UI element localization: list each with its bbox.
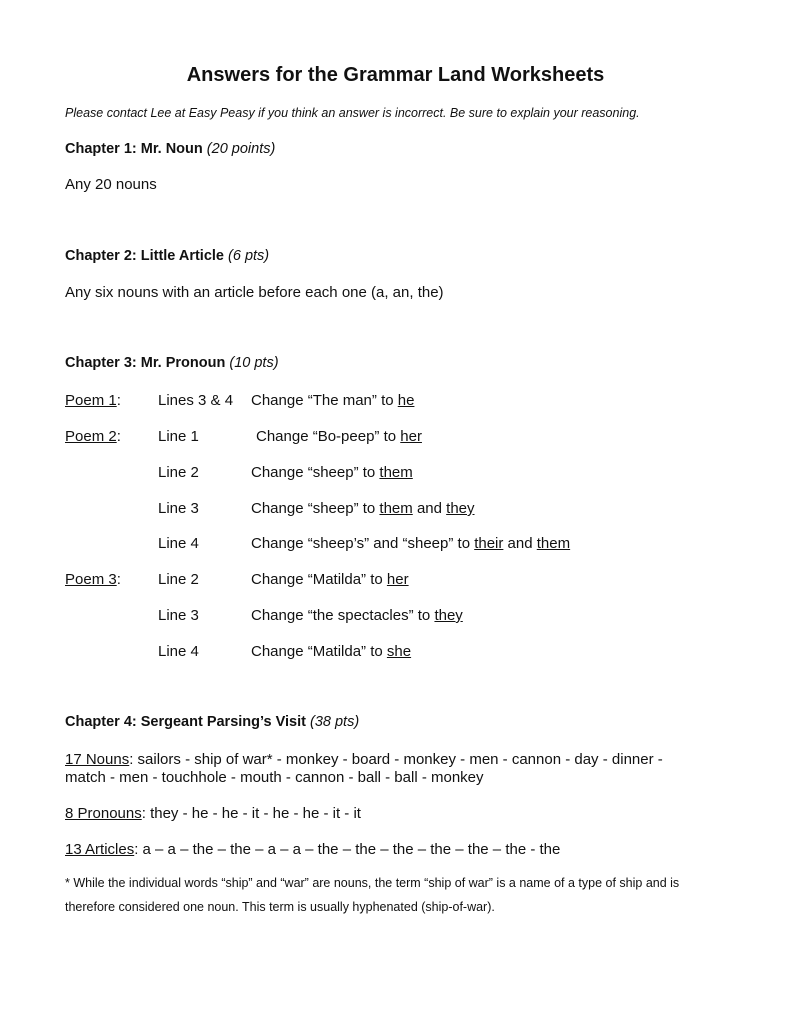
pronoun-row [65, 500, 765, 520]
poem-label: Poem 1 [65, 392, 117, 409]
chapter-2-heading [65, 248, 269, 264]
pronoun-row: Poem 1: Lines 3 & 4 Change “The man” to he [65, 392, 415, 409]
pronoun-row [65, 643, 765, 663]
answer-word: them [379, 464, 413, 481]
nouns-answer-continued: match - men - touchhole - mouth - cannon - ball - ball - monkey [65, 769, 484, 786]
pronoun-row [65, 607, 765, 627]
chapter-1-points: (20 points) [206, 141, 276, 157]
line-ref: Line 2 [158, 464, 199, 481]
chapter-1-heading [65, 141, 275, 157]
answer-word: she [386, 643, 412, 660]
change-instruction: Change “Bo-peep” to her [256, 428, 422, 445]
line-ref: Line 4 [158, 643, 199, 660]
line-ref: Line 2 [158, 571, 199, 588]
chapter-4-heading [65, 714, 359, 730]
pronoun-row: Poem 2: Line 1 Change “Bo-peep” to her [65, 428, 422, 445]
answer-word: them [379, 500, 413, 517]
answer-word: they [446, 500, 475, 517]
change-instruction: Change “Matilda” to she [251, 643, 412, 660]
change-instruction: Change “The man” to he [251, 392, 415, 409]
line-ref: Lines 3 & 4 [158, 392, 234, 409]
change-instruction: Change “Matilda” to her [251, 571, 409, 588]
poem-label: Poem 3 [65, 571, 117, 588]
answer-word: their [474, 535, 504, 552]
change-instruction: Change “sheep” to them [251, 464, 413, 481]
answer-word: he [397, 392, 415, 409]
pronouns-answer: 8 Pronouns: they - he - he - it - he - he - it - it [65, 805, 361, 822]
answer-word: her [386, 571, 409, 588]
page-title: Answers for the Grammar Land Worksheets [186, 64, 605, 86]
chapter-4-points: (38 pts) [309, 714, 360, 730]
articles-label: 13 Articles [65, 841, 135, 858]
line-ref: Line 3 [158, 607, 199, 624]
pronoun-row: Poem 3: Line 2 Change “Matilda” to her [65, 571, 409, 588]
line-ref: Line 1 [158, 428, 199, 445]
chapter-3-title: Chapter 3: Mr. Pronoun [65, 355, 226, 371]
answer-word: them [536, 535, 571, 552]
chapter-1-title: Chapter 1: Mr. Noun [65, 141, 203, 157]
chapter-2-answer: Any six nouns with an article before each one (a, an, the) [65, 284, 444, 301]
nouns-label: 17 Nouns [65, 751, 130, 768]
change-instruction: Change “the spectacles” to they [251, 607, 463, 624]
pronouns-label: 8 Pronouns [65, 805, 142, 822]
line-ref: Line 3 [158, 500, 199, 517]
contact-note: Please contact Lee at Easy Peasy if you think an answer is incorrect. Be sure to explain your reasoning. [65, 106, 640, 120]
chapter-4-title: Chapter 4: Sergeant Parsing’s Visit [65, 714, 306, 730]
poem-label: Poem 2 [65, 428, 117, 445]
answer-word: her [400, 428, 422, 445]
answer-word: they [434, 607, 463, 624]
chapter-2-points: (6 pts) [228, 248, 270, 264]
change-instruction: Change “sheep’s” and “sheep” to their and them [251, 535, 571, 552]
footnote-line-2: therefore considered one noun. This term is usually hyphenated (ship-of-war). [65, 900, 495, 914]
chapter-2-title: Chapter 2: Little Article [65, 248, 224, 264]
chapter-3-heading [65, 355, 279, 371]
footnote-line-1: * While the individual words “ship” and “war” are nouns, the term “ship of war” is a name of a type of ship and is [65, 876, 680, 890]
chapter-1-answer: Any 20 nouns [65, 176, 157, 193]
articles-answer: 13 Articles: a – a – the – the – a – a – the – the – the – the – the – the - the [65, 841, 561, 858]
pronoun-row [65, 464, 765, 484]
nouns-answer: 17 Nouns: sailors - ship of war* - monkey - board - monkey - men - cannon - day - dinner - [65, 751, 663, 768]
chapter-3-points: (10 pts) [229, 355, 279, 371]
change-instruction: Change “sheep” to them and they [251, 500, 475, 517]
pronoun-row [65, 535, 765, 555]
line-ref: Line 4 [158, 535, 199, 552]
